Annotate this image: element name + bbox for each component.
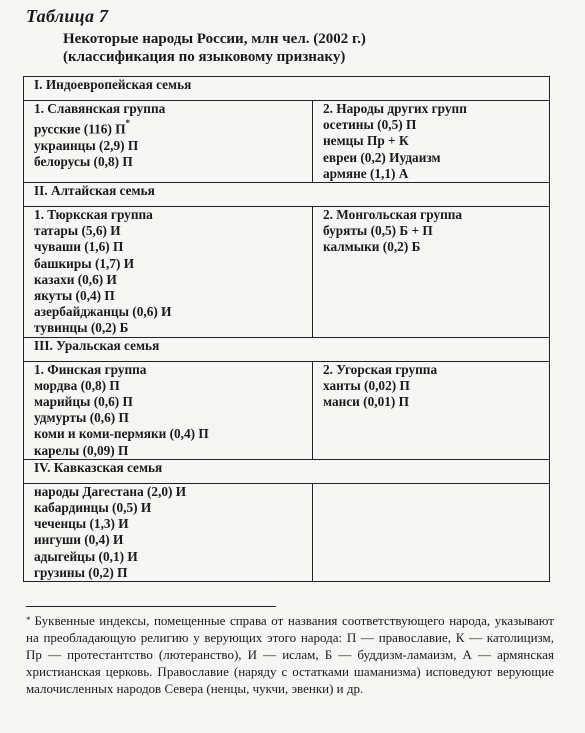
family-groups-row [24, 207, 550, 338]
people-item-text: украинцы (2,9) П [34, 137, 139, 153]
peoples-table [23, 76, 550, 582]
people-item-text: удмурты (0,6) П [34, 410, 129, 426]
family-name: III. Уральская семья [24, 337, 550, 361]
family-header-row [24, 337, 550, 361]
people-item [34, 378, 302, 394]
people-item [323, 223, 539, 239]
footnote-text: Буквенные индексы, помещенные справа от названия соответствующего народа, указывают на преобладающую религию у верующих этого народа: П — православие, К — католицизм, Пр — протестантство (лютеранство), И — ислам, Б — буддизм-ламаизм, А — армянская христианская церковь. Православие (наряду с остатками шаманизма) исповедуют верующие малочисленных народов Севера (ненцы, чукчи, эвенки) и др. [26, 613, 554, 696]
people-item [34, 154, 302, 170]
table-title [63, 30, 563, 66]
people-item [323, 133, 539, 149]
people-item-text: белорусы (0,8) П [34, 154, 133, 170]
group-name: 1. Славянская группа [34, 101, 166, 116]
people-item [323, 117, 539, 133]
people-item-text: чуваши (1,6) П [34, 239, 124, 255]
people-item-text: калмыки (0,2) Б [323, 239, 421, 255]
family-header-row [24, 459, 550, 483]
people-item-text: немцы Пр + К [323, 133, 409, 149]
people-item [34, 394, 302, 410]
people-item-text: русские (116) П [34, 121, 126, 137]
group-name: 2. Монгольская группа [323, 207, 463, 223]
group-cell-right [313, 101, 550, 183]
people-item-text: грузины (0,2) П [34, 564, 128, 580]
people-item [34, 288, 302, 304]
group-name: 1. Тюркская группа [34, 207, 153, 223]
group-name: 1. Финская группа [34, 361, 147, 377]
people-item [34, 320, 302, 336]
group-cell-left [24, 483, 313, 581]
people-item [34, 239, 302, 255]
people-item [34, 304, 302, 320]
people-item [34, 516, 302, 532]
people-item-text: народы Дагестана (2,0) И [34, 483, 187, 499]
group-cell-right [313, 483, 550, 581]
people-item [34, 426, 302, 442]
title-line-1: Некоторые народы России, млн чел. (2002 г.) [63, 31, 366, 47]
people-item-text: казахи (0,6) И [34, 271, 117, 287]
people-item-text: азербайджанцы (0,6) И [34, 304, 172, 320]
people-item [323, 378, 539, 394]
people-item-text: осетины (0,5) П [323, 117, 417, 133]
people-item-text: кабардинцы (0,5) И [34, 500, 152, 516]
people-item [34, 565, 302, 581]
people-item [323, 239, 539, 255]
people-item [34, 410, 302, 426]
footnote-reference: * [125, 118, 131, 129]
people-item [34, 272, 302, 288]
family-groups-row [24, 361, 550, 459]
people-item [34, 138, 302, 154]
family-name: II. Алтайская семья [24, 183, 550, 207]
people-item-text: башкиры (1,7) И [34, 255, 135, 271]
people-item-text: ханты (0,02) П [323, 377, 410, 393]
people-item-text: марийцы (0,6) П [34, 394, 133, 410]
people-item [34, 117, 302, 138]
people-item [34, 443, 302, 459]
family-header-row [24, 77, 550, 101]
table-number: Таблица 7 [26, 6, 109, 26]
family-name: I. Индоевропейская семья [24, 77, 550, 101]
group-cell-right [313, 361, 550, 459]
people-item-text: манси (0,01) П [323, 394, 409, 410]
group-cell-left [24, 207, 313, 338]
group-cell-right [313, 207, 550, 338]
people-item-text: ингуши (0,4) И [34, 532, 124, 548]
people-item [323, 166, 539, 182]
group-cell-left [24, 361, 313, 459]
title-line-2: (классификация по языковому признаку) [63, 49, 346, 65]
people-item-text: адыгейцы (0,1) И [34, 548, 138, 564]
group-cell-left [24, 101, 313, 183]
family-groups-row [24, 483, 550, 581]
people-item [34, 532, 302, 548]
family-name: IV. Кавказская семья [24, 459, 550, 483]
footnote [26, 612, 554, 697]
people-item-text: карелы (0,09) П [34, 442, 129, 458]
people-item [34, 549, 302, 565]
people-item [323, 150, 539, 166]
people-item [34, 223, 302, 239]
people-item-text: армяне (1,1) А [323, 165, 409, 181]
people-item-text: мордва (0,8) П [34, 377, 120, 393]
people-item-text: татары (5,6) И [34, 223, 121, 239]
family-header-row [24, 183, 550, 207]
group-name: 2. Угорская группа [323, 361, 438, 377]
people-item [34, 256, 302, 272]
people-item-text: евреи (0,2) Иудаизм [323, 149, 441, 165]
family-groups-row [24, 101, 550, 183]
people-item-text: якуты (0,4) П [34, 288, 115, 304]
people-item [34, 484, 302, 500]
people-item [34, 500, 302, 516]
people-item [323, 394, 539, 410]
group-name: 2. Народы других групп [323, 101, 467, 116]
footnote-separator [26, 606, 276, 607]
people-item-text: тувинцы (0,2) Б [34, 320, 129, 336]
people-item-text: чеченцы (1,3) И [34, 516, 129, 532]
footnote-mark: * [26, 615, 31, 625]
people-item-text: коми и коми-пермяки (0,4) П [34, 426, 209, 442]
people-item-text: буряты (0,5) Б + П [323, 223, 433, 239]
